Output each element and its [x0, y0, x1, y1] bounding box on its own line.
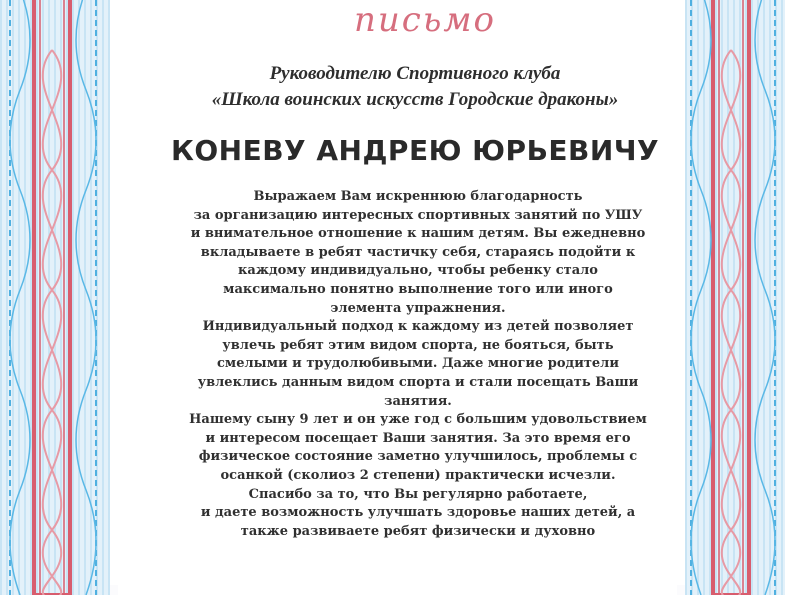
- left-ornamental-border: [0, 0, 110, 595]
- body-line: максимально понятно выполнение того или иного: [223, 281, 613, 297]
- body-line: Нашему сыну 9 лет и он уже год с большим удовольствием: [189, 412, 647, 428]
- recipient-name: КОНЕВУ АНДРЕЮ ЮРЬЕВИЧУ: [170, 134, 660, 167]
- body-line: вкладываете в ребят частичку себя, стараясь подойти к: [200, 244, 636, 260]
- body-line: увлечь ребят этим видом спорта, не бояться, быть: [222, 337, 614, 353]
- right-ornamental-border: [685, 0, 785, 595]
- body-line: также развиваете ребят физически и духовно: [240, 523, 596, 539]
- letter-body: [158, 188, 678, 541]
- body-line: каждому индивидуально, чтобы ребенку стало: [238, 263, 598, 279]
- addressee-line-1: Руководителю Спортивного клуба: [269, 63, 561, 84]
- border-ornament-icon: [685, 0, 785, 595]
- body-line: элемента упражнения.: [330, 300, 506, 316]
- body-line: Спасибо за то, что Вы регулярно работаете,: [248, 486, 588, 502]
- body-line: увлеклись данным видом спорта и стали посещать Ваши: [197, 374, 639, 390]
- body-line: смелыми и трудолюбивыми. Даже многие родители: [217, 356, 619, 372]
- body-line: и даете возможность улучшать здоровье наших детей, а: [200, 505, 636, 521]
- body-line: и внимательное отношение к нашим детям. Вы ежедневно: [190, 226, 646, 242]
- body-line: Выражаем Вам искреннюю благодарность: [253, 189, 583, 204]
- body-line: и интересом посещает Ваши занятия. За это время его: [205, 430, 631, 446]
- body-line: физическое состояние заметно улучшилось, проблемы с: [198, 449, 638, 465]
- letter-title-script: письмо: [353, 0, 496, 40]
- body-line: занятия.: [384, 393, 452, 409]
- body-line: осанкой (сколиоз 2 степени) практически исчезли.: [220, 467, 616, 483]
- body-line: за организацию интересных спортивных занятий по УШУ: [193, 207, 643, 223]
- addressee-line-2: «Школа воинских искусств Городские драконы»: [211, 89, 619, 110]
- body-line: Индивидуальный подход к каждому из детей позволяет: [202, 319, 634, 335]
- border-ornament-icon: [0, 0, 110, 595]
